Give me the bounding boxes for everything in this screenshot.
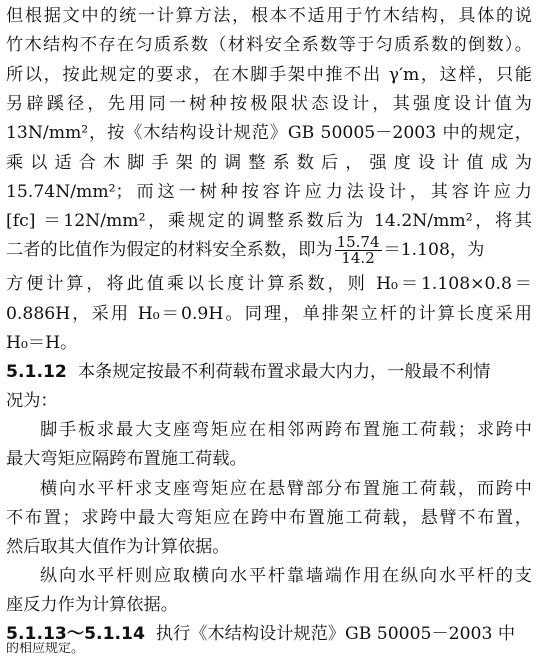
text-line: [fc] ＝12N/mm²，乘规定的调整系数后为 14.2N/mm²，将其 bbox=[6, 211, 532, 231]
text-line: 脚手板求最大支座弯矩应在相邻两跨布置施工荷载；求跨中 bbox=[40, 420, 532, 440]
text-line: H₀＝H。 bbox=[6, 333, 78, 353]
text-line: 不布置；求跨中最大弯矩应在跨中布置施工荷载，悬臂不布置， bbox=[6, 508, 532, 528]
text-line: 0.886H，采用 H₀＝0.9H。同理，单排架立杆的计算长度采用 bbox=[6, 304, 532, 324]
text-line: 纵向水平杆则应取横向水平杆靠墙端作用在纵向水平杆的支 bbox=[40, 566, 532, 586]
text-span: ＝1.108，为 bbox=[383, 240, 485, 260]
text-line: 竹木结构不存在匀质系数（材料安全系数等于匀质系数的倒数）。 bbox=[6, 35, 532, 55]
text-line: 横向水平杆求支座弯矩应在悬臂部分布置施工荷载，而跨中 bbox=[40, 479, 532, 499]
fraction-numerator: 15.74 bbox=[336, 234, 380, 251]
text-line: 的相应规定。 bbox=[6, 642, 85, 656]
text-line: 所以，按此规定的要求，在木脚手架中推不出 γ′m，这样，只能 bbox=[6, 65, 532, 85]
text-line: 15.74N/mm²；而这一树种按容许应力法设计，其容许应力 bbox=[6, 182, 532, 202]
text-span: 二者的比值作为假定的材料安全系数，即为 bbox=[6, 240, 333, 260]
section-number: 5.1.12 bbox=[6, 362, 67, 382]
text-line: 座反力作为计算依据。 bbox=[6, 595, 178, 615]
text-line: 但根据文中的统一计算方法，根本不适用于竹木结构，具体的说 bbox=[6, 6, 532, 26]
fraction-line bbox=[6, 234, 532, 266]
fraction-denominator: 14.2 bbox=[341, 249, 375, 266]
text-span: 本条规定按最不利荷载布置求最大内力，一般最不利情 bbox=[77, 362, 491, 382]
text-line: 然后取其大值作为计算依据。 bbox=[6, 537, 230, 557]
text-line: 乘以适合木脚手架的调整系数后，强度设计值成为 bbox=[6, 153, 532, 173]
section-line bbox=[6, 360, 532, 384]
text-line: 另辟蹊径，先用同一树种按极限状态设计，其强度设计值为 bbox=[6, 94, 532, 114]
text-line: 方便计算，将此值乘以长度计算系数，则 H₀＝1.108×0.8＝ bbox=[6, 274, 532, 294]
text-line: 最大弯矩应隔跨布置施工荷载。 bbox=[6, 449, 247, 469]
text-span: 执行《木结构设计规范》GB 50005－2003 中 bbox=[155, 624, 516, 644]
text-line: 况为： bbox=[6, 391, 58, 411]
fraction bbox=[335, 235, 382, 266]
text-line: 13N/mm²，按《木结构设计规范》GB 50005－2003 中的规定， bbox=[6, 123, 532, 143]
section-number: 5.1.13～5.1.14 bbox=[6, 624, 145, 644]
